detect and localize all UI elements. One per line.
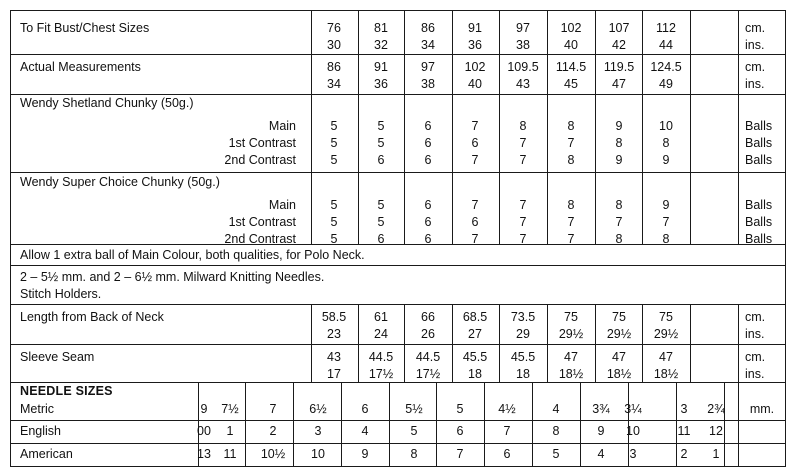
bust-cm-1: 81 (374, 21, 388, 35)
english-value-8: 8 (552, 424, 560, 438)
sleeve-cm-6: 47 (612, 350, 626, 364)
needle-col-rule-3 (341, 382, 342, 466)
metric-value-4: 6 (361, 402, 369, 416)
actual-cm-6: 119.5 (603, 60, 635, 74)
english-value-1: 1 (226, 424, 234, 438)
sleeve-ins-0: 17 (327, 367, 341, 381)
superchoice-label: Wendy Super Choice Chunky (50g.) (20, 175, 220, 189)
length-cm-6: 75 (612, 310, 626, 324)
metric-value-11: 3 (680, 402, 688, 416)
sleeve-cm-5: 47 (564, 350, 578, 364)
english-value-4: 4 (361, 424, 369, 438)
length-cm-7: 75 (659, 310, 673, 324)
superchoice-line-1-value-7: 7 (662, 215, 670, 229)
actual-cm-1: 91 (374, 60, 388, 74)
allow-note: Allow 1 extra ball of Main Colour, both qualities, for Polo Neck. (20, 248, 365, 262)
bust-unit-ins: ins. (745, 38, 765, 52)
american-value-10: 3 (629, 447, 637, 461)
metric-value-10: 3¼ (624, 402, 642, 416)
superchoice-line-2-label: 2nd Contrast (224, 232, 296, 246)
length-ins-2: 26 (421, 327, 435, 341)
shetland-line-2-value-4: 7 (519, 153, 527, 167)
shetland-line-1-unit: Balls (745, 136, 773, 150)
shetland-line-1-value-7: 8 (662, 136, 670, 150)
bust-cm-7: 112 (656, 21, 676, 35)
shetland-line-1-value-2: 6 (424, 136, 432, 150)
sleeve-cm-3: 45.5 (462, 350, 488, 364)
shetland-line-2-value-5: 8 (567, 153, 575, 167)
metric-value-8: 4 (552, 402, 560, 416)
shetland-line-0-unit: Balls (745, 119, 773, 133)
shetland-line-0-value-4: 8 (519, 119, 527, 133)
shetland-line-1-value-3: 6 (471, 136, 479, 150)
english-value-7: 7 (503, 424, 511, 438)
length-cm-4: 73.5 (510, 310, 536, 324)
superchoice-line-1-value-5: 7 (567, 215, 575, 229)
american-value-3: 10 (311, 447, 325, 461)
holders-note: Stitch Holders. (20, 287, 102, 301)
shetland-line-1-value-4: 7 (519, 136, 527, 150)
length-ins-5: 29½ (558, 327, 584, 341)
row-rule-4 (10, 244, 786, 245)
needles-note: 2 – 5½ mm. and 2 – 6½ mm. Milward Knitting Needles. (20, 270, 325, 284)
row-rule-5 (10, 265, 786, 266)
metric-value-0: 9 (200, 402, 208, 416)
length-ins-1: 24 (374, 327, 388, 341)
col-rule-0-0 (311, 10, 312, 244)
shetland-line-2-value-6: 9 (615, 153, 623, 167)
needle-col-rule-5 (436, 382, 437, 466)
sleeve-cm-2: 44.5 (415, 350, 441, 364)
col-rule-1-8 (690, 304, 691, 382)
superchoice-line-2-value-4: 7 (519, 232, 527, 246)
american-value-4: 9 (361, 447, 369, 461)
row-rule-8 (10, 382, 786, 383)
shetland-line-1-value-1: 5 (377, 136, 385, 150)
english-value-6: 6 (456, 424, 464, 438)
row-rule-11 (10, 466, 786, 467)
length-cm-2: 66 (421, 310, 435, 324)
english-value-9: 9 (597, 424, 605, 438)
length-ins-7: 29½ (653, 327, 679, 341)
superchoice-line-0-value-7: 9 (662, 198, 670, 212)
sleeve-ins-2: 17½ (415, 367, 441, 381)
bust-label: To Fit Bust/Chest Sizes (20, 21, 150, 35)
col-rule-1-5 (547, 304, 548, 382)
bust-cm-4: 97 (516, 21, 530, 35)
superchoice-line-2-value-7: 8 (662, 232, 670, 246)
bust-cm-3: 91 (468, 21, 482, 35)
metric-value-5: 5½ (405, 402, 423, 416)
bust-ins-2: 34 (421, 38, 435, 52)
bust-ins-3: 36 (468, 38, 482, 52)
sleeve-cm-7: 47 (659, 350, 673, 364)
superchoice-line-0-value-3: 7 (471, 198, 479, 212)
superchoice-line-2-value-3: 7 (471, 232, 479, 246)
superchoice-line-0-value-0: 5 (330, 198, 338, 212)
col-rule-1-2 (404, 304, 405, 382)
length-label: Length from Back of Neck (20, 310, 164, 324)
bust-ins-1: 32 (374, 38, 388, 52)
length-unit-ins: ins. (745, 327, 765, 341)
actual-cm-0: 86 (327, 60, 341, 74)
needle-col-rule-7 (532, 382, 533, 466)
needle-col-rule-1 (245, 382, 246, 466)
length-ins-4: 29 (516, 327, 530, 341)
actual-ins-4: 43 (516, 77, 530, 91)
bust-ins-0: 30 (327, 38, 341, 52)
row-rule-6 (10, 304, 786, 305)
american-value-12: 1 (712, 447, 720, 461)
length-cm-1: 61 (374, 310, 388, 324)
sleeve-cm-4: 45.5 (510, 350, 536, 364)
actual-unit-cm: cm. (745, 60, 766, 74)
superchoice-line-0-value-1: 5 (377, 198, 385, 212)
shetland-line-1-value-5: 7 (567, 136, 575, 150)
shetland-line-2-value-7: 9 (662, 153, 670, 167)
length-cm-3: 68.5 (462, 310, 488, 324)
shetland-line-0-label: Main (268, 119, 296, 133)
length-ins-3: 27 (468, 327, 482, 341)
superchoice-line-1-value-4: 7 (519, 215, 527, 229)
bust-ins-6: 42 (612, 38, 626, 52)
metric-value-2: 7 (269, 402, 277, 416)
metric-value-12: 2¾ (707, 402, 725, 416)
american-value-2: 10½ (260, 447, 286, 461)
american-value-11: 2 (680, 447, 688, 461)
needle-sizes-heading: NEEDLE SIZES (20, 384, 113, 398)
actual-cm-4: 109.5 (507, 60, 539, 74)
american-label: American (20, 447, 73, 461)
needle-col-rule-11 (724, 382, 725, 466)
row-rule-7 (10, 344, 786, 345)
length-cm-5: 75 (564, 310, 578, 324)
sleeve-ins-5: 18½ (558, 367, 584, 381)
col-rule-0-8 (690, 10, 691, 244)
bust-ins-5: 40 (564, 38, 578, 52)
metric-value-7: 4½ (498, 402, 516, 416)
needle-col-rule-6 (484, 382, 485, 466)
row-rule-10 (10, 443, 786, 444)
actual-ins-6: 47 (612, 77, 626, 91)
length-ins-0: 23 (327, 327, 341, 341)
english-value-10: 10 (626, 424, 640, 438)
superchoice-line-2-unit: Balls (745, 232, 773, 246)
actual-ins-7: 49 (659, 77, 673, 91)
actual-ins-5: 45 (564, 77, 578, 91)
sleeve-label: Sleeve Seam (20, 350, 95, 364)
metric-unit: mm. (749, 402, 775, 416)
col-rule-1-3 (452, 304, 453, 382)
superchoice-line-2-value-0: 5 (330, 232, 338, 246)
superchoice-line-1-value-2: 6 (424, 215, 432, 229)
sleeve-cm-0: 43 (327, 350, 341, 364)
superchoice-line-2-value-1: 6 (377, 232, 385, 246)
english-value-11: 11 (677, 424, 691, 438)
actual-cm-5: 114.5 (555, 60, 587, 74)
actual-cm-2: 97 (421, 60, 435, 74)
col-rule-0-4 (499, 10, 500, 244)
row-rule-3 (10, 172, 786, 173)
superchoice-line-1-unit: Balls (745, 215, 773, 229)
metric-value-6: 5 (456, 402, 464, 416)
col-rule-1-6 (595, 304, 596, 382)
sleeve-ins-6: 18½ (606, 367, 632, 381)
superchoice-line-0-value-5: 8 (567, 198, 575, 212)
metric-value-1: 7½ (221, 402, 239, 416)
sleeve-unit-cm: cm. (745, 350, 766, 364)
row-rule-2 (10, 94, 786, 95)
row-rule-1 (10, 54, 786, 55)
shetland-line-2-label: 2nd Contrast (224, 153, 296, 167)
bust-cm-6: 107 (608, 21, 630, 35)
shetland-line-0-value-6: 9 (615, 119, 623, 133)
actual-ins-3: 40 (468, 77, 482, 91)
table-border-left (10, 10, 11, 466)
superchoice-line-2-value-5: 7 (567, 232, 575, 246)
actual-ins-1: 36 (374, 77, 388, 91)
actual-cm-7: 124.5 (650, 60, 682, 74)
actual-ins-0: 34 (327, 77, 341, 91)
superchoice-line-1-value-1: 5 (377, 215, 385, 229)
needle-col-rule-unit (738, 382, 739, 466)
metric-value-3: 6½ (309, 402, 327, 416)
shetland-line-0-value-7: 10 (659, 119, 673, 133)
col-rule-0-7 (642, 10, 643, 244)
length-cm-0: 58.5 (321, 310, 347, 324)
shetland-line-1-label: 1st Contrast (228, 136, 296, 150)
sleeve-cm-1: 44.5 (368, 350, 394, 364)
col-rule-0-9 (738, 10, 739, 244)
shetland-line-2-value-2: 6 (424, 153, 432, 167)
american-value-6: 7 (456, 447, 464, 461)
col-rule-1-4 (499, 304, 500, 382)
sleeve-ins-7: 18½ (653, 367, 679, 381)
superchoice-line-2-value-6: 8 (615, 232, 623, 246)
row-rule-0 (10, 10, 786, 11)
metric-label: Metric (20, 402, 55, 416)
english-value-0: 00 (197, 424, 211, 438)
shetland-line-0-value-2: 6 (424, 119, 432, 133)
metric-value-9: 3¾ (592, 402, 610, 416)
bust-unit-cm: cm. (745, 21, 766, 35)
american-value-0: 13 (197, 447, 211, 461)
shetland-line-2-unit: Balls (745, 153, 773, 167)
sleeve-ins-3: 18 (468, 367, 482, 381)
shetland-line-0-value-5: 8 (567, 119, 575, 133)
col-rule-0-3 (452, 10, 453, 244)
sleeve-unit-ins: ins. (745, 367, 765, 381)
sleeve-ins-4: 18 (516, 367, 530, 381)
needle-col-rule-4 (389, 382, 390, 466)
actual-label: Actual Measurements (20, 60, 141, 74)
shetland-line-2-value-0: 5 (330, 153, 338, 167)
english-label: English (20, 424, 61, 438)
needle-col-rule-2 (293, 382, 294, 466)
superchoice-line-0-value-4: 7 (519, 198, 527, 212)
bust-ins-4: 38 (516, 38, 530, 52)
superchoice-line-1-value-6: 7 (615, 215, 623, 229)
col-rule-0-2 (404, 10, 405, 244)
superchoice-line-1-label: 1st Contrast (228, 215, 296, 229)
col-rule-0-1 (358, 10, 359, 244)
col-rule-1-9 (738, 304, 739, 382)
english-value-5: 5 (410, 424, 418, 438)
col-rule-1-7 (642, 304, 643, 382)
superchoice-line-0-label: Main (268, 198, 296, 212)
shetland-line-0-value-3: 7 (471, 119, 479, 133)
bust-cm-0: 76 (327, 21, 341, 35)
bust-ins-7: 44 (659, 38, 673, 52)
shetland-line-0-value-0: 5 (330, 119, 338, 133)
shetland-line-1-value-6: 8 (615, 136, 623, 150)
length-ins-6: 29½ (606, 327, 632, 341)
sleeve-ins-1: 17½ (368, 367, 394, 381)
row-rule-9 (10, 420, 786, 421)
needle-col-rule-8 (580, 382, 581, 466)
shetland-line-0-value-1: 5 (377, 119, 385, 133)
shetland-line-2-value-1: 6 (377, 153, 385, 167)
superchoice-line-1-value-0: 5 (330, 215, 338, 229)
english-value-2: 2 (269, 424, 277, 438)
shetland-line-1-value-0: 5 (330, 136, 338, 150)
superchoice-line-0-unit: Balls (745, 198, 773, 212)
american-value-1: 11 (223, 447, 237, 461)
superchoice-line-2-value-2: 6 (424, 232, 432, 246)
table-border-right (785, 10, 786, 466)
shetland-line-2-value-3: 7 (471, 153, 479, 167)
american-value-9: 4 (597, 447, 605, 461)
english-value-12: 12 (709, 424, 723, 438)
american-value-5: 8 (410, 447, 418, 461)
actual-ins-2: 38 (421, 77, 435, 91)
bust-cm-2: 86 (421, 21, 435, 35)
superchoice-line-1-value-3: 6 (471, 215, 479, 229)
superchoice-line-0-value-6: 8 (615, 198, 623, 212)
english-value-3: 3 (314, 424, 322, 438)
superchoice-line-0-value-2: 6 (424, 198, 432, 212)
american-value-7: 6 (503, 447, 511, 461)
actual-unit-ins: ins. (745, 77, 765, 91)
shetland-label: Wendy Shetland Chunky (50g.) (20, 96, 194, 110)
col-rule-0-6 (595, 10, 596, 244)
bust-cm-5: 102 (560, 21, 582, 35)
american-value-8: 5 (552, 447, 560, 461)
actual-cm-3: 102 (464, 60, 486, 74)
length-unit-cm: cm. (745, 310, 766, 324)
col-rule-1-1 (358, 304, 359, 382)
col-rule-0-5 (547, 10, 548, 244)
col-rule-1-0 (311, 304, 312, 382)
